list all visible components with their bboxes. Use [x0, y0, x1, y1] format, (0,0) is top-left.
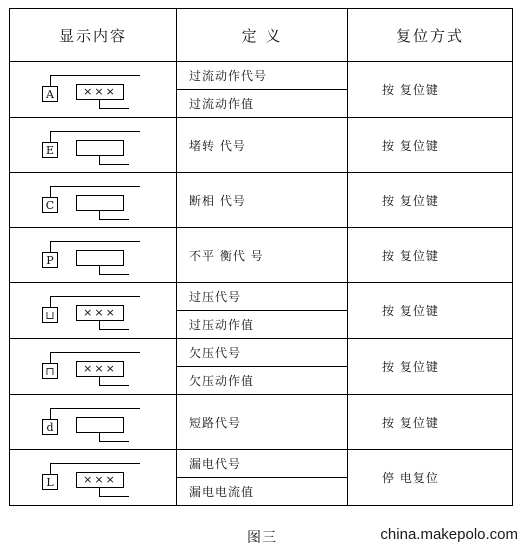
value-box: ××× [76, 361, 124, 377]
display-glyph [10, 283, 177, 337]
value-box [76, 140, 124, 156]
value-box [76, 417, 124, 433]
display-glyph [10, 62, 177, 116]
watermark: china.makepolo.com [380, 526, 518, 543]
value-box [76, 250, 124, 266]
glyph-bottom-line [99, 108, 129, 109]
glyph-top-line [50, 408, 140, 409]
code-box: E [42, 142, 58, 158]
table-row [10, 62, 513, 90]
glyph-drop-line [99, 211, 100, 219]
display-cell [10, 395, 177, 450]
display-cell [10, 62, 177, 118]
fault-code-table [9, 8, 513, 506]
reset-cell: 按 复位键 [348, 228, 513, 283]
reset-cell: 按 复位键 [348, 173, 513, 228]
table-row [10, 283, 513, 311]
definition-cell: 欠压代号 [177, 339, 348, 367]
reset-cell: 停 电复位 [348, 450, 513, 506]
value-box: ××× [76, 472, 124, 488]
display-cell [10, 118, 177, 173]
display-cell [10, 450, 177, 506]
code-box: A [42, 86, 58, 102]
code-box: C [42, 197, 58, 213]
table-row [10, 228, 513, 283]
figure-caption: 图三 [247, 530, 277, 546]
reset-cell: 按 复位键 [348, 395, 513, 450]
definition-cell: 断相 代号 [177, 173, 348, 228]
display-glyph [10, 118, 177, 172]
definition-cell: 过流动作代号 [177, 62, 348, 90]
value-box [76, 195, 124, 211]
glyph-bottom-line [99, 274, 129, 275]
glyph-drop-line [99, 156, 100, 164]
glyph-bottom-line [99, 164, 129, 165]
glyph-bottom-line [99, 329, 129, 330]
glyph-top-line [50, 75, 140, 76]
glyph-top-line [50, 352, 140, 353]
table-row [10, 450, 513, 478]
definition-cell: 漏电代号 [177, 450, 348, 478]
definition-cell: 不平 衡代 号 [177, 228, 348, 283]
display-cell [10, 173, 177, 228]
code-box: d [42, 419, 58, 435]
glyph-drop-line [99, 488, 100, 496]
code-box: P [42, 252, 58, 268]
definition-cell: 漏电电流值 [177, 478, 348, 506]
value-box: ××× [76, 305, 124, 321]
glyph-bottom-line [99, 385, 129, 386]
glyph-bottom-line [99, 441, 129, 442]
glyph-drop-line [99, 433, 100, 441]
display-glyph [10, 173, 177, 227]
display-cell [10, 339, 177, 395]
glyph-drop-line [99, 266, 100, 274]
glyph-top-line [50, 131, 140, 132]
header-reset: 复位方式 [348, 9, 513, 62]
definition-cell: 欠压动作值 [177, 367, 348, 395]
definition-cell: 过流动作值 [177, 90, 348, 118]
header-display: 显示内容 [10, 9, 177, 62]
glyph-drop-line [99, 321, 100, 329]
display-glyph [10, 395, 177, 449]
glyph-drop-line [99, 377, 100, 385]
display-glyph [10, 228, 177, 282]
glyph-drop-line [99, 100, 100, 108]
definition-cell: 过压代号 [177, 283, 348, 311]
table-row [10, 173, 513, 228]
display-glyph [10, 339, 177, 393]
glyph-bottom-line [99, 219, 129, 220]
table-row [10, 118, 513, 173]
code-box: ⊔ [42, 307, 58, 323]
glyph-top-line [50, 463, 140, 464]
table-header-row [10, 9, 513, 62]
display-cell [10, 228, 177, 283]
reset-cell: 按 复位键 [348, 339, 513, 395]
code-box: ⊓ [42, 363, 58, 379]
reset-cell: 按 复位键 [348, 118, 513, 173]
glyph-top-line [50, 186, 140, 187]
definition-cell: 堵转 代号 [177, 118, 348, 173]
glyph-bottom-line [99, 496, 129, 497]
display-cell [10, 283, 177, 339]
table-row [10, 395, 513, 450]
display-glyph [10, 450, 177, 504]
glyph-top-line [50, 296, 140, 297]
header-definition: 定 义 [177, 9, 348, 62]
value-box: ××× [76, 84, 124, 100]
glyph-top-line [50, 241, 140, 242]
code-box: L [42, 474, 58, 490]
reset-cell: 按 复位键 [348, 283, 513, 339]
definition-cell: 过压动作值 [177, 311, 348, 339]
reset-cell: 按 复位键 [348, 62, 513, 118]
table-row [10, 339, 513, 367]
definition-cell: 短路代号 [177, 395, 348, 450]
